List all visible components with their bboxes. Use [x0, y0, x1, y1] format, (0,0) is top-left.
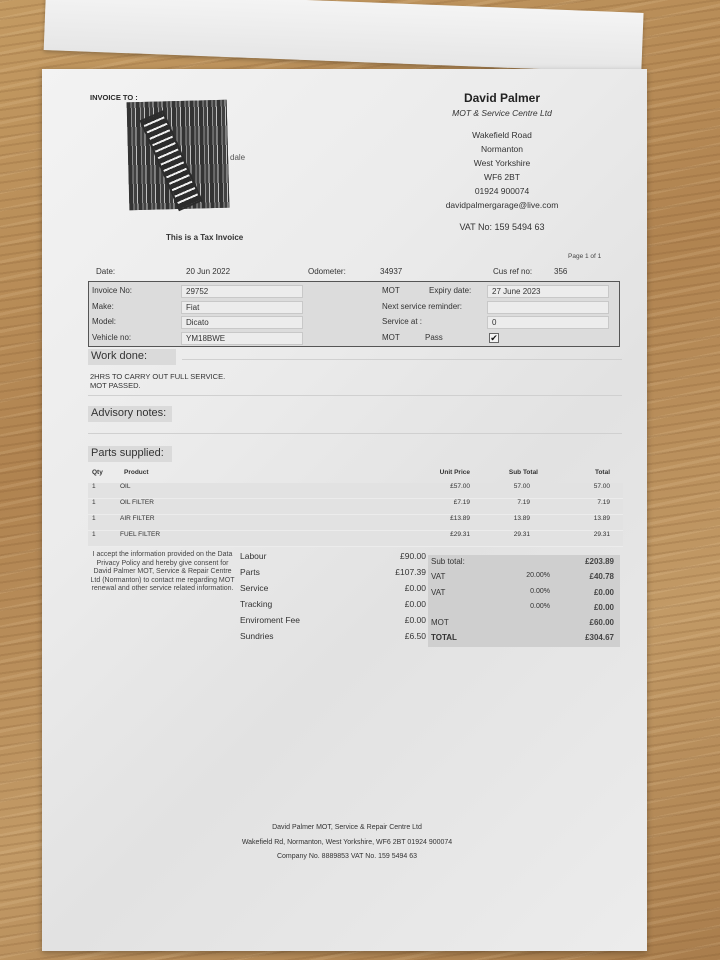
- company-phone: 01924 900074: [474, 186, 530, 196]
- date-value: 20 Jun 2022: [186, 267, 231, 276]
- model-label: Model:: [92, 317, 117, 326]
- charge-name: Tracking: [240, 599, 273, 609]
- charge-name: Parts: [240, 567, 260, 577]
- divider: [182, 359, 622, 360]
- totals-label: VAT: [431, 572, 446, 582]
- invoice-no-row: [89, 284, 304, 300]
- sub-total-cell: 29.31: [513, 531, 530, 538]
- next-service-row: [379, 300, 619, 316]
- make-row: [89, 300, 304, 316]
- mot-details: [379, 284, 619, 346]
- pass-label: Pass: [425, 332, 443, 342]
- charge-row-tracking: [240, 599, 426, 615]
- work-done-heading: Work done:: [88, 349, 176, 365]
- sub-total-cell: 57.00: [513, 483, 530, 490]
- invoice-to-label: INVOICE TO :: [90, 93, 138, 102]
- charge-row-environment-fee: [240, 615, 426, 631]
- col-qty: Qty: [92, 469, 103, 476]
- company-name: David Palmer: [463, 91, 541, 105]
- company-address: [402, 128, 602, 212]
- mot-fee-row: [428, 616, 620, 631]
- address-street: Wakefield Road: [472, 130, 532, 140]
- service-at-field: 0: [487, 316, 609, 329]
- redacted-address-stamp: [127, 100, 230, 211]
- totals-amount: £60.00: [589, 618, 614, 628]
- totals-label: TOTAL: [431, 633, 457, 643]
- table-row: [88, 531, 623, 547]
- make-label: Make:: [92, 301, 114, 311]
- charge-name: Enviroment Fee: [240, 615, 300, 625]
- invoice-no-label: Invoice No:: [92, 286, 133, 295]
- total-cell: 29.31: [593, 531, 610, 538]
- invoice-footer: [192, 821, 502, 865]
- product-cell: OIL FILTER: [120, 499, 154, 506]
- cus-ref-label: Cus ref no:: [493, 267, 533, 276]
- table-row: [88, 499, 623, 515]
- qty-cell: 1: [92, 483, 96, 490]
- qty-cell: 1: [92, 515, 96, 522]
- parts-table: [88, 469, 623, 547]
- charge-row-parts: [240, 567, 426, 583]
- subtotal-row: [428, 555, 620, 570]
- table-row: [88, 483, 623, 499]
- next-service-label: Next service reminder:: [382, 301, 463, 311]
- col-total: Total: [594, 469, 610, 476]
- cus-ref-value: 356: [554, 267, 568, 276]
- work-done-line: MOT PASSED.: [90, 381, 141, 390]
- charge-name: Service: [240, 583, 269, 593]
- company-vat: VAT No: 159 5494 63: [459, 222, 545, 232]
- make-field: Fiat: [181, 301, 303, 314]
- charge-name: Labour: [240, 551, 267, 561]
- expiry-date-label: Expiry date:: [429, 286, 472, 295]
- totals-amount: £40.78: [589, 572, 614, 582]
- divider: [88, 395, 622, 396]
- charge-row-service: [240, 583, 426, 599]
- unit-price-cell: £57.00: [450, 483, 470, 490]
- totals-label: Sub total:: [431, 557, 465, 566]
- vehicle-info-box: [88, 281, 620, 347]
- sub-total-cell: 7.19: [517, 499, 530, 506]
- grand-total-amount: £304.67: [585, 633, 614, 643]
- work-done-text: [90, 372, 225, 390]
- address-town: Normanton: [480, 144, 524, 154]
- vehicle-no-row: [89, 331, 304, 347]
- mot-expiry-row: [379, 284, 619, 300]
- vehicle-no-label: Vehicle no:: [92, 332, 132, 342]
- tax-invoice-note: This is a Tax Invoice: [166, 233, 244, 242]
- charge-value: £0.00: [404, 599, 426, 609]
- mot-pass-row: [379, 331, 619, 347]
- divider: [88, 433, 622, 434]
- col-sub-total: Sub Total: [508, 469, 538, 476]
- service-at-label: Service at :: [382, 317, 423, 326]
- totals-amount: £0.00: [593, 602, 614, 612]
- footer-address: Wakefield Rd, Normanton, West Yorkshire, WF6 2BT 01924 900074: [241, 838, 453, 846]
- product-cell: AIR FILTER: [120, 515, 155, 522]
- sub-total-cell: 13.89: [513, 515, 530, 522]
- mot-pass-label: MOT: [382, 332, 400, 342]
- product-cell: FUEL FILTER: [120, 531, 161, 538]
- totals-pct: 20.00%: [526, 572, 550, 580]
- charges-list: [240, 551, 426, 647]
- charge-row-sundries: [240, 631, 426, 647]
- totals-label: VAT: [431, 587, 446, 597]
- mot-label: MOT: [382, 286, 400, 295]
- vehicle-details: [89, 284, 304, 346]
- unit-price-cell: £29.31: [450, 531, 470, 538]
- totals-pct: 0.00%: [530, 602, 550, 610]
- vat-zero-row: [428, 586, 620, 601]
- next-service-field: [487, 301, 609, 314]
- page-indicator: Page 1 of 1: [568, 253, 602, 260]
- advisory-notes-heading: Advisory notes:: [88, 406, 172, 422]
- charge-value: £0.00: [404, 615, 426, 625]
- invoice-no-field: 29752: [181, 285, 303, 298]
- charge-row-labour: [240, 551, 426, 567]
- company-email: davidpalmergarage@live.com: [445, 200, 559, 210]
- unit-price-cell: £13.89: [450, 515, 470, 522]
- parts-supplied-heading: Parts supplied:: [88, 446, 172, 462]
- vat-row: [428, 570, 620, 585]
- totals-box: [428, 555, 620, 647]
- service-at-row: [379, 315, 619, 331]
- total-cell: 13.89: [593, 515, 610, 522]
- model-field: Dicato: [181, 316, 303, 329]
- consent-text: I accept the information provided on the Data Privacy Policy and hereby give consent for David Palmer MOT, Service & Repair Centre Ltd (Normanton) to contact me regarding MOT renewal and other service related information.: [90, 551, 235, 593]
- odometer-label: Odometer:: [308, 267, 346, 276]
- totals-amount: £0.00: [593, 587, 614, 597]
- product-cell: OIL: [120, 483, 131, 490]
- company-header: [402, 91, 602, 232]
- table-row: [88, 515, 623, 531]
- totals-label: MOT: [431, 618, 449, 628]
- redacted-address-tail: dale: [230, 153, 246, 162]
- expiry-date-field: 27 June 2023: [487, 285, 609, 298]
- work-done-line: 2HRS TO CARRY OUT FULL SERVICE.: [90, 372, 226, 381]
- total-cell: 57.00: [593, 483, 610, 490]
- charge-value: £6.50: [404, 631, 426, 641]
- date-label: Date:: [96, 267, 116, 276]
- address-postcode: WF6 2BT: [484, 172, 520, 182]
- totals-amount: £203.89: [585, 557, 614, 566]
- company-subtitle: MOT & Service Centre Ltd: [452, 108, 552, 118]
- charge-name: Sundries: [240, 631, 274, 641]
- invoice-document: [42, 69, 647, 951]
- col-unit-price: Unit Price: [439, 469, 470, 476]
- charge-value: £107.39: [395, 567, 426, 577]
- footer-company: David Palmer MOT, Service & Repair Centre Ltd: [272, 824, 422, 831]
- charge-value: £90.00: [400, 551, 426, 561]
- background-paper-sheet: [44, 0, 644, 73]
- totals-pct: 0.00%: [530, 587, 550, 595]
- mot-pass-checkbox: ✔: [490, 332, 498, 343]
- footer-registration: Company No. 8889853 VAT No. 159 5494 63: [276, 853, 418, 860]
- qty-cell: 1: [92, 499, 96, 506]
- grand-total-row: [428, 631, 620, 646]
- odometer-value: 34937: [380, 267, 403, 276]
- qty-cell: 1: [92, 531, 96, 538]
- blank-tax-row: [428, 601, 620, 616]
- address-county: West Yorkshire: [473, 158, 531, 168]
- col-product: Product: [124, 469, 149, 476]
- model-row: [89, 315, 304, 331]
- parts-table-header: [88, 469, 623, 483]
- charge-value: £0.00: [404, 583, 426, 593]
- total-cell: 7.19: [597, 499, 610, 506]
- unit-price-cell: £7.19: [453, 499, 470, 506]
- vehicle-no-field: YM18BWE: [181, 332, 303, 345]
